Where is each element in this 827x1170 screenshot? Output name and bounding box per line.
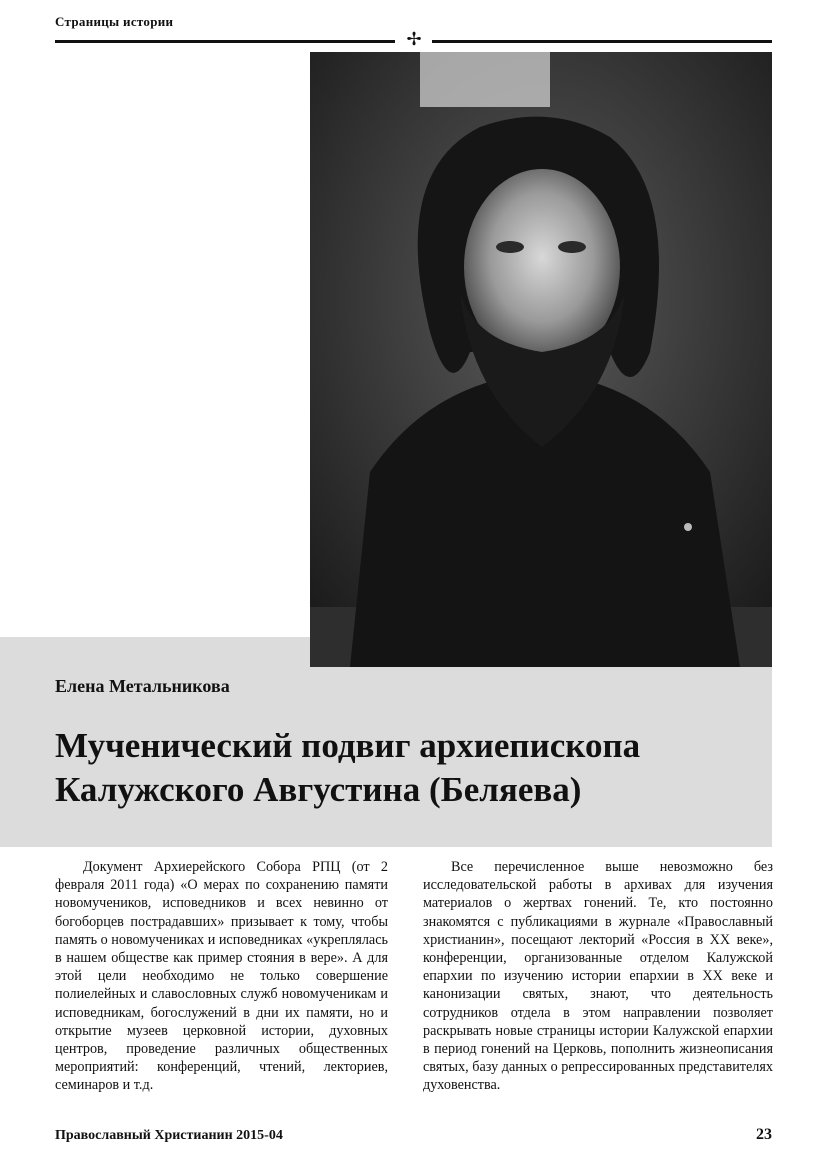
paragraph: Документ Архиерейского Собора РПЦ (от 2 февраля 2011 года) «О мерах по сохранению памяти новомучеников, исповедников и всех невинно от богоборцев пострадавших» призывает к тому, чтобы память о новомучениках и исповедниках «укреплялась в нашем обществе как пример стояния в вере». А для этой цели необходимо не только совершение полиелейных и славословных служб новомученикам и исповедникам, богослужений в дни их памяти, но и открытие музеев церковной истории, духовных центров, проведение различных общественных мероприятий: конференций, чтений, лекториев, семинаров и т.д.	[55, 859, 388, 1094]
cross-ornament-icon: ✢	[406, 29, 422, 50]
portrait-photo	[310, 52, 772, 667]
article-author: Елена Метальникова	[55, 676, 230, 696]
title-line-2: Калужского Августина (Беляева)	[55, 770, 582, 809]
title-line-1: Мученический подвиг архиепископа	[55, 726, 641, 765]
body-column-left	[55, 858, 388, 1095]
page-number: 23	[756, 1126, 772, 1143]
section-label: Страницы истории	[55, 14, 174, 29]
footer-journal-name: Православный Христианин 2015-04	[55, 1128, 283, 1143]
paragraph: Все перечисленное выше невозможно без исследовательской работы в архивах для изучения материалов о жертвах гонений. Те, кто постоянно знакомятся с публикациями в журнале «Православный христианин», посещают лекторий «Россия в XX веке», конференции, организованные отделом Калужской епархии по изучению истории епархии в XX веке и канонизации святых, знают, что деятельность сотрудников отдела в этом направлении позволяет раскрывать новые страницы истории Калужской епархии в период гонений на Церковь, пополнить жизнеописания святых, базу данных о репрессированных представителях духовенства.	[423, 859, 773, 1094]
article-title	[55, 724, 755, 812]
header-rule-left	[55, 40, 395, 43]
header-rule-right	[432, 40, 772, 43]
body-column-right	[423, 858, 773, 1095]
